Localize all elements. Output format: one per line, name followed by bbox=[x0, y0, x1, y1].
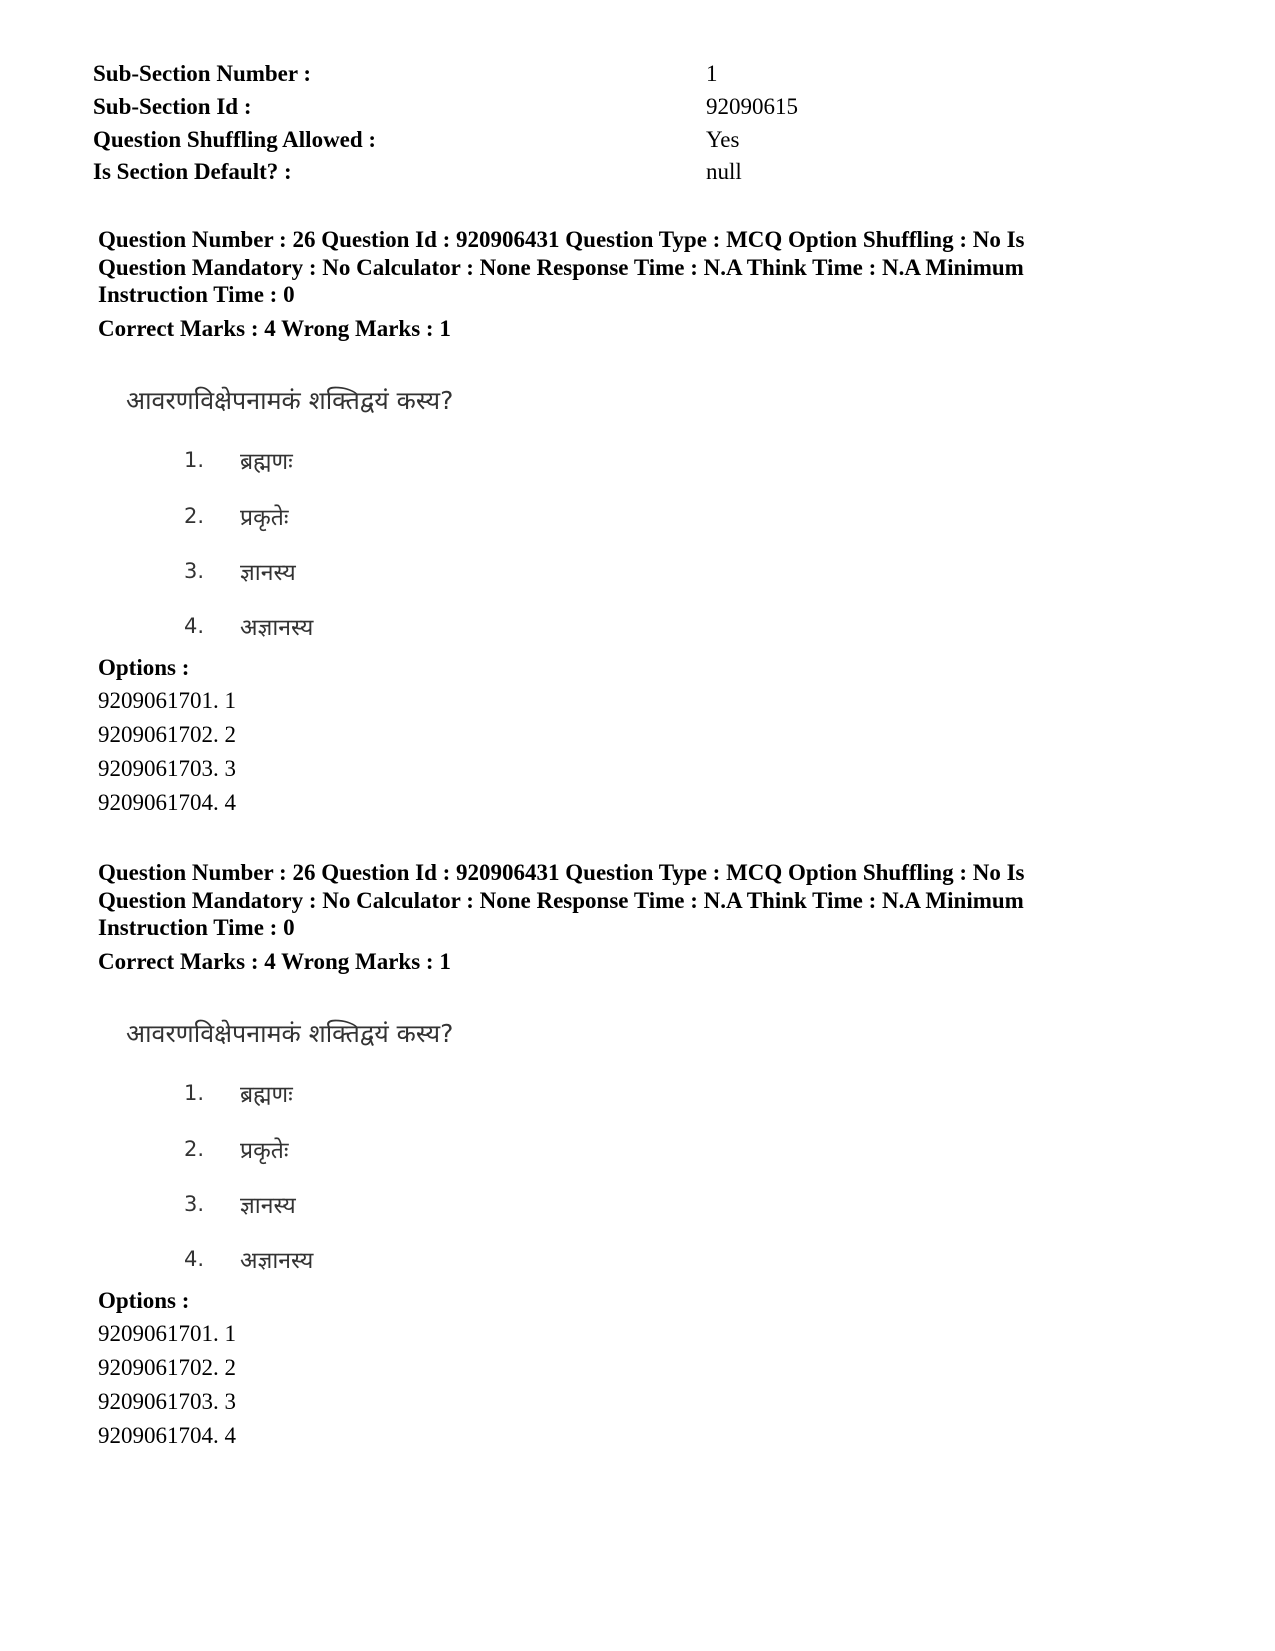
options-block bbox=[98, 1285, 1118, 1453]
choice-text: अज्ञानस्य bbox=[240, 614, 314, 641]
options-title: Options : bbox=[98, 655, 190, 680]
question-text: आवरणविक्षेपनामकं शक्तिद्वयं कस्य? bbox=[126, 1018, 454, 1048]
question-block bbox=[98, 859, 1118, 1322]
option-id: 9209061704. 4 bbox=[98, 1423, 236, 1448]
meta-value: 92090615 bbox=[706, 94, 798, 119]
meta-label: Sub-Section Id : bbox=[93, 94, 252, 119]
choice-number: 4. bbox=[184, 1246, 205, 1271]
option-id: 9209061703. 3 bbox=[98, 1389, 236, 1414]
question-image bbox=[98, 982, 1118, 1322]
choice-text: अज्ञानस्य bbox=[240, 1247, 314, 1274]
option-id: 9209061702. 2 bbox=[98, 1355, 236, 1380]
options-title: Options : bbox=[98, 1288, 190, 1313]
choice-text: ज्ञानस्य bbox=[240, 1192, 296, 1219]
choice-number: 2. bbox=[184, 503, 205, 528]
choice-text: प्रकृतेः bbox=[240, 504, 289, 531]
option-id: 9209061704. 4 bbox=[98, 790, 236, 815]
question-header: Question Number : 26 Question Id : 920906431 Question Type : MCQ Option Shuffling : No Is Question Mandatory : No Calculator : None Response Time : N.A Think Time : N.A Minimum Instruction Time : 0 bbox=[98, 227, 1025, 307]
choice-number: 4. bbox=[184, 613, 205, 638]
meta-label: Sub-Section Number : bbox=[93, 61, 312, 86]
meta-label: Is Section Default? : bbox=[93, 159, 292, 184]
choice-number: 1. bbox=[184, 447, 205, 472]
meta-value: null bbox=[706, 159, 742, 184]
options-block bbox=[98, 652, 1118, 820]
choice-text: ज्ञानस्य bbox=[240, 559, 296, 586]
option-id: 9209061703. 3 bbox=[98, 756, 236, 781]
choice-number: 3. bbox=[184, 1191, 205, 1216]
question-block bbox=[98, 226, 1118, 689]
question-header: Question Number : 26 Question Id : 920906431 Question Type : MCQ Option Shuffling : No Is Question Mandatory : No Calculator : None Response Time : N.A Think Time : N.A Minimum Instruction Time : 0 bbox=[98, 860, 1025, 940]
option-id: 9209061702. 2 bbox=[98, 722, 236, 747]
choice-number: 2. bbox=[184, 1136, 205, 1161]
choice-text: प्रकृतेः bbox=[240, 1137, 289, 1164]
question-marks: Correct Marks : 4 Wrong Marks : 1 bbox=[98, 948, 451, 974]
choice-number: 3. bbox=[184, 558, 205, 583]
question-text: आवरणविक्षेपनामकं शक्तिद्वयं कस्य? bbox=[126, 385, 454, 415]
option-id: 9209061701. 1 bbox=[98, 688, 236, 713]
choice-number: 1. bbox=[184, 1080, 205, 1105]
question-image bbox=[98, 349, 1118, 689]
option-id: 9209061701. 1 bbox=[98, 1321, 236, 1346]
meta-value: 1 bbox=[706, 61, 718, 86]
question-marks: Correct Marks : 4 Wrong Marks : 1 bbox=[98, 315, 451, 341]
meta-label: Question Shuffling Allowed : bbox=[93, 127, 377, 152]
meta-value: Yes bbox=[706, 127, 740, 152]
choice-text: ब्रह्मणः bbox=[240, 448, 293, 475]
choice-text: ब्रह्मणः bbox=[240, 1081, 293, 1108]
